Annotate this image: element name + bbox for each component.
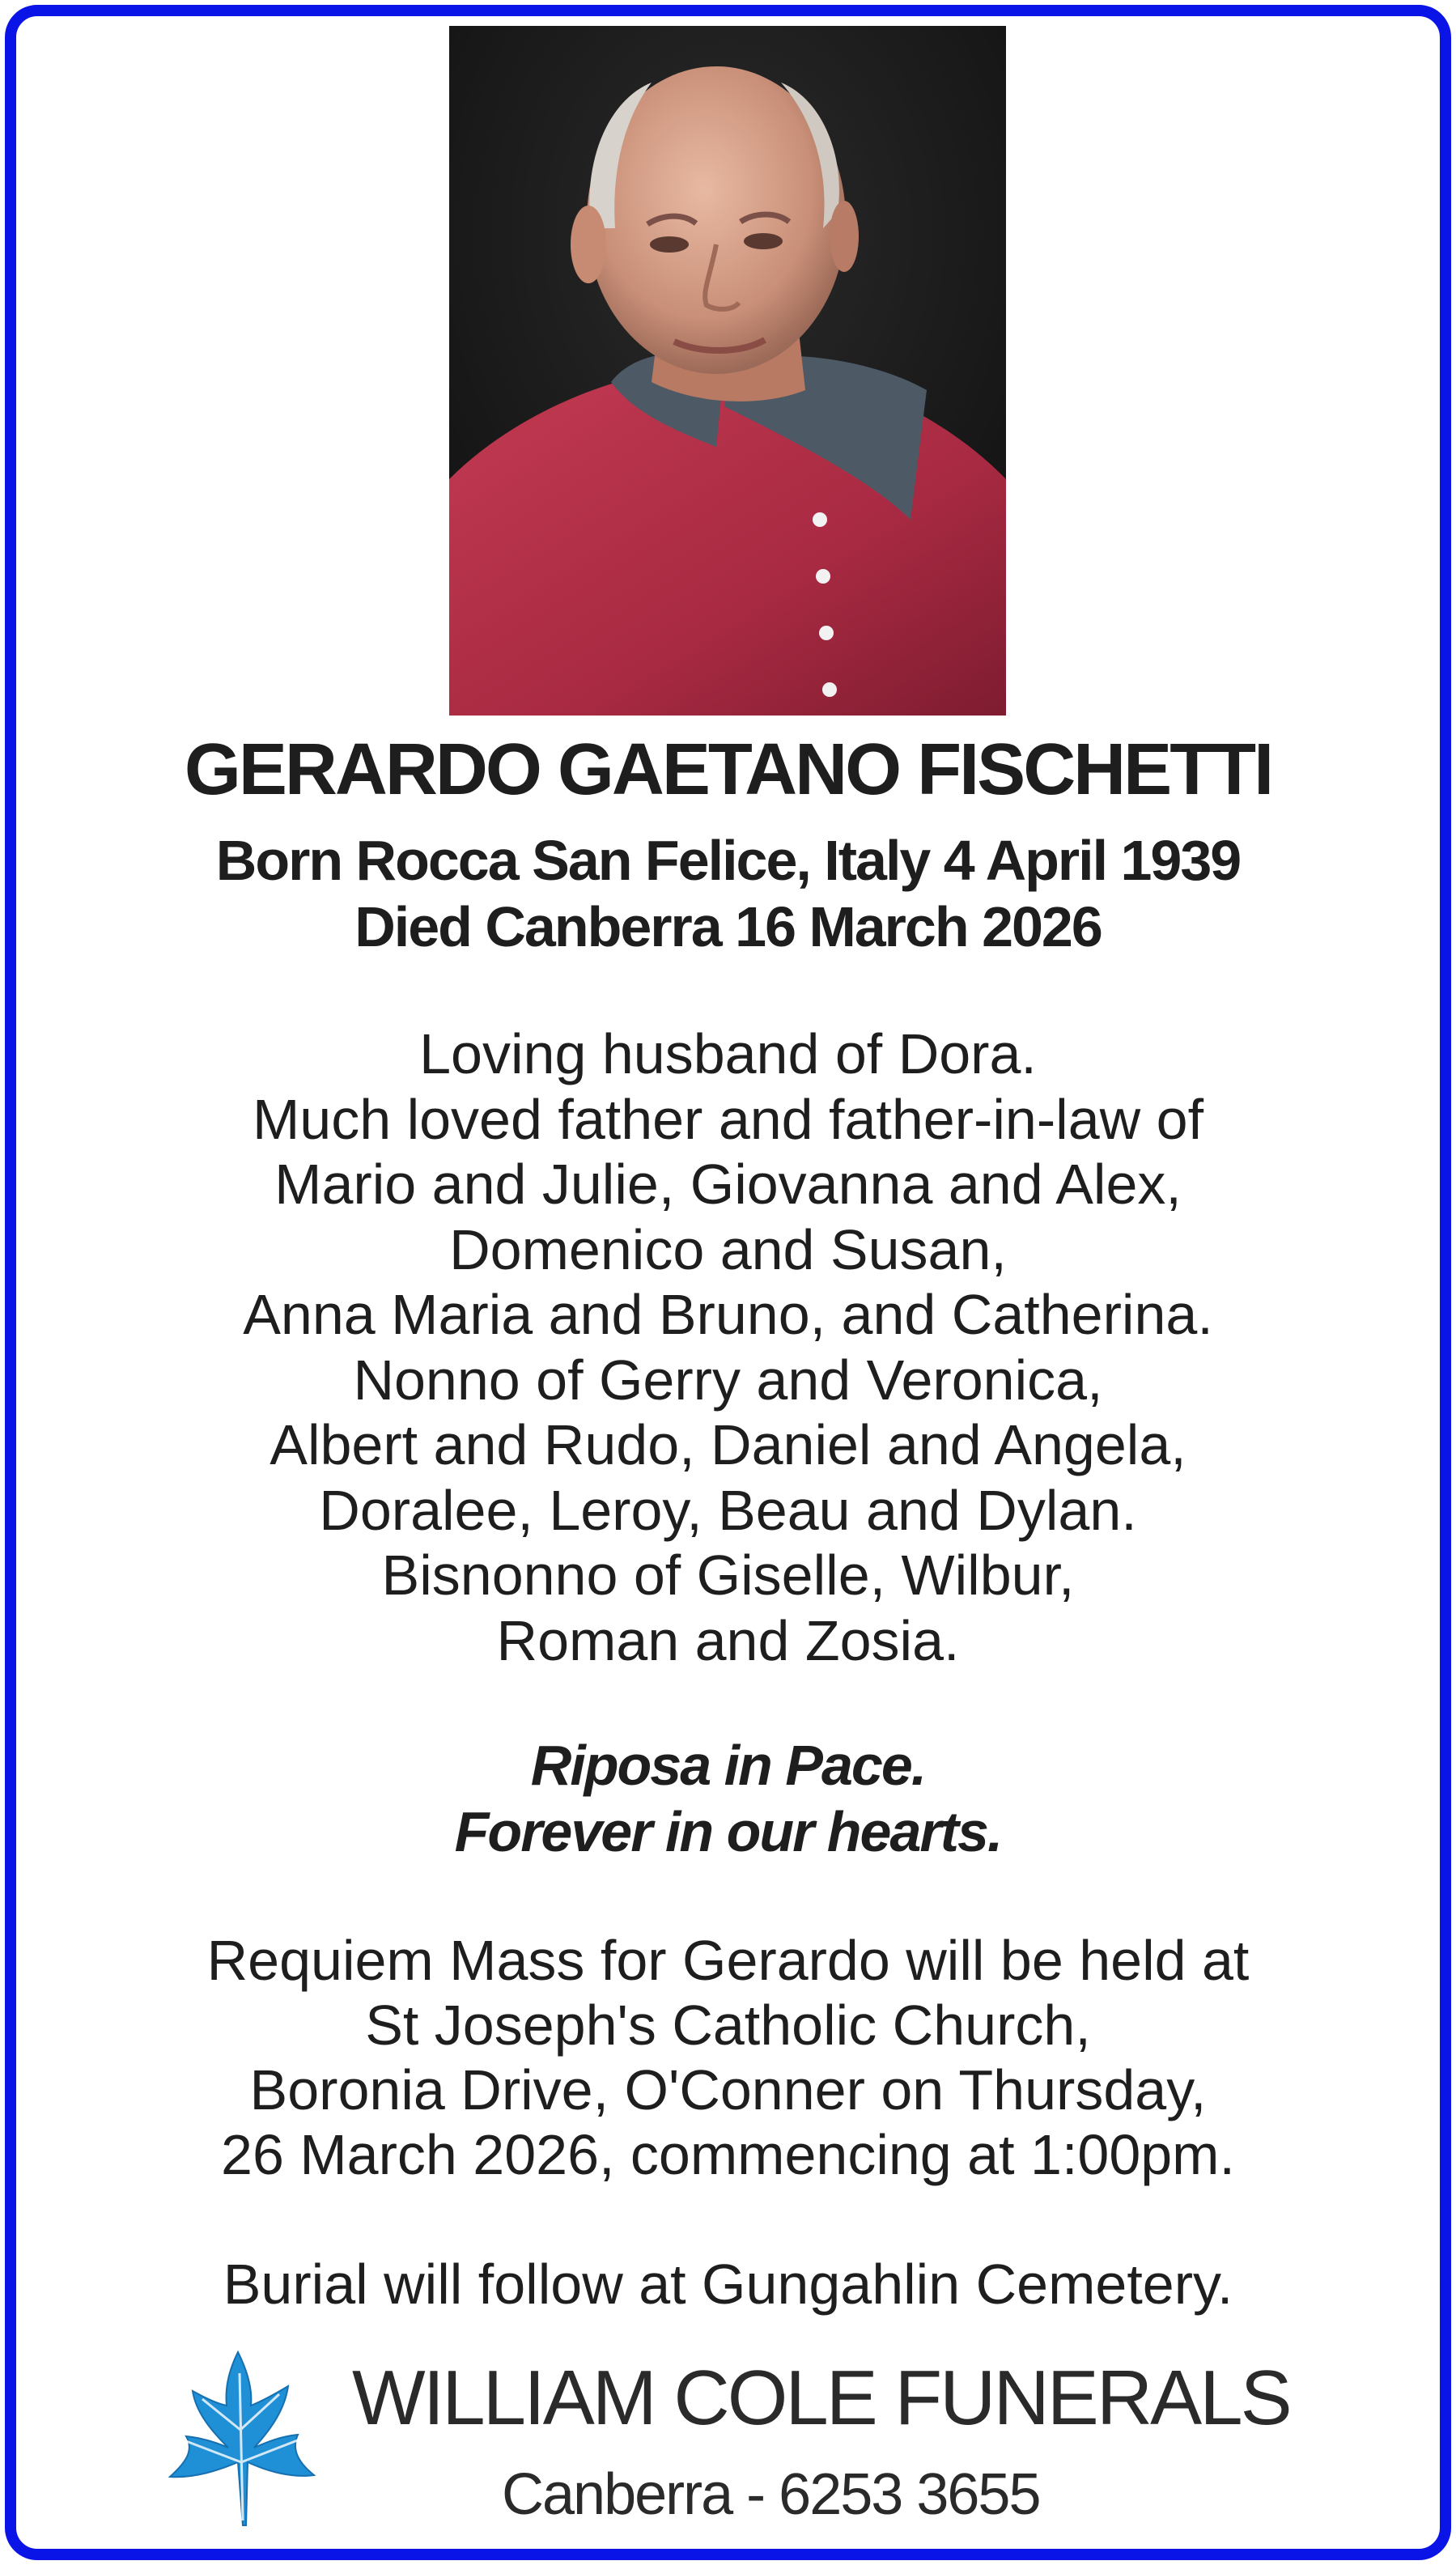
family-line: Domenico and Susan, — [449, 1217, 1007, 1281]
family-line: Loving husband of Dora. — [419, 1022, 1037, 1085]
maple-leaf-icon — [154, 2341, 332, 2535]
family-line: Nonno of Gerry and Veronica, — [353, 1348, 1103, 1412]
family-line: Anna Maria and Bruno, and Catherina. — [243, 1283, 1213, 1346]
family-line: Roman and Zosia. — [496, 1608, 960, 1672]
death-line: Died Canberra 16 March 2026 — [354, 895, 1102, 958]
family-line: Bisnonno of Giselle, Wilbur, — [381, 1544, 1075, 1607]
memorial-motto — [0, 1732, 1456, 1865]
funeral-home-name: WILLIAM COLE FUNERALS — [352, 2355, 1290, 2441]
funeral-home-logo — [154, 2341, 1319, 2543]
service-details — [0, 1928, 1456, 2187]
family-tribute — [0, 1021, 1456, 1673]
service-line: Boronia Drive, O'Conner on Thursday, — [249, 2058, 1207, 2121]
funeral-home-phone: Canberra - 6253 3655 — [502, 2462, 1040, 2527]
family-line: Doralee, Leroy, Beau and Dylan. — [319, 1478, 1137, 1542]
family-line: Albert and Rudo, Daniel and Angela, — [270, 1413, 1186, 1476]
birth-line: Born Rocca San Felice, Italy 4 April 1939 — [215, 829, 1241, 892]
family-line: Much loved father and father-in-law of — [252, 1087, 1204, 1151]
birth-death-dates — [0, 827, 1456, 960]
deceased-name: GERARDO GAETANO FISCHETTI — [184, 729, 1272, 810]
family-line: Mario and Julie, Giovanna and Alex, — [274, 1153, 1182, 1216]
service-line: Requiem Mass for Gerardo will be held at — [206, 1929, 1250, 1992]
burial-details: Burial will follow at Gungahlin Cemetery. — [223, 2253, 1233, 2316]
portrait-photo — [449, 26, 1006, 716]
motto-line: Riposa in Pace. — [530, 1734, 926, 1797]
service-line: 26 March 2026, commencing at 1:00pm. — [221, 2123, 1235, 2186]
service-line: St Joseph's Catholic Church, — [365, 1994, 1091, 2057]
motto-line: Forever in our hearts. — [454, 1800, 1002, 1863]
